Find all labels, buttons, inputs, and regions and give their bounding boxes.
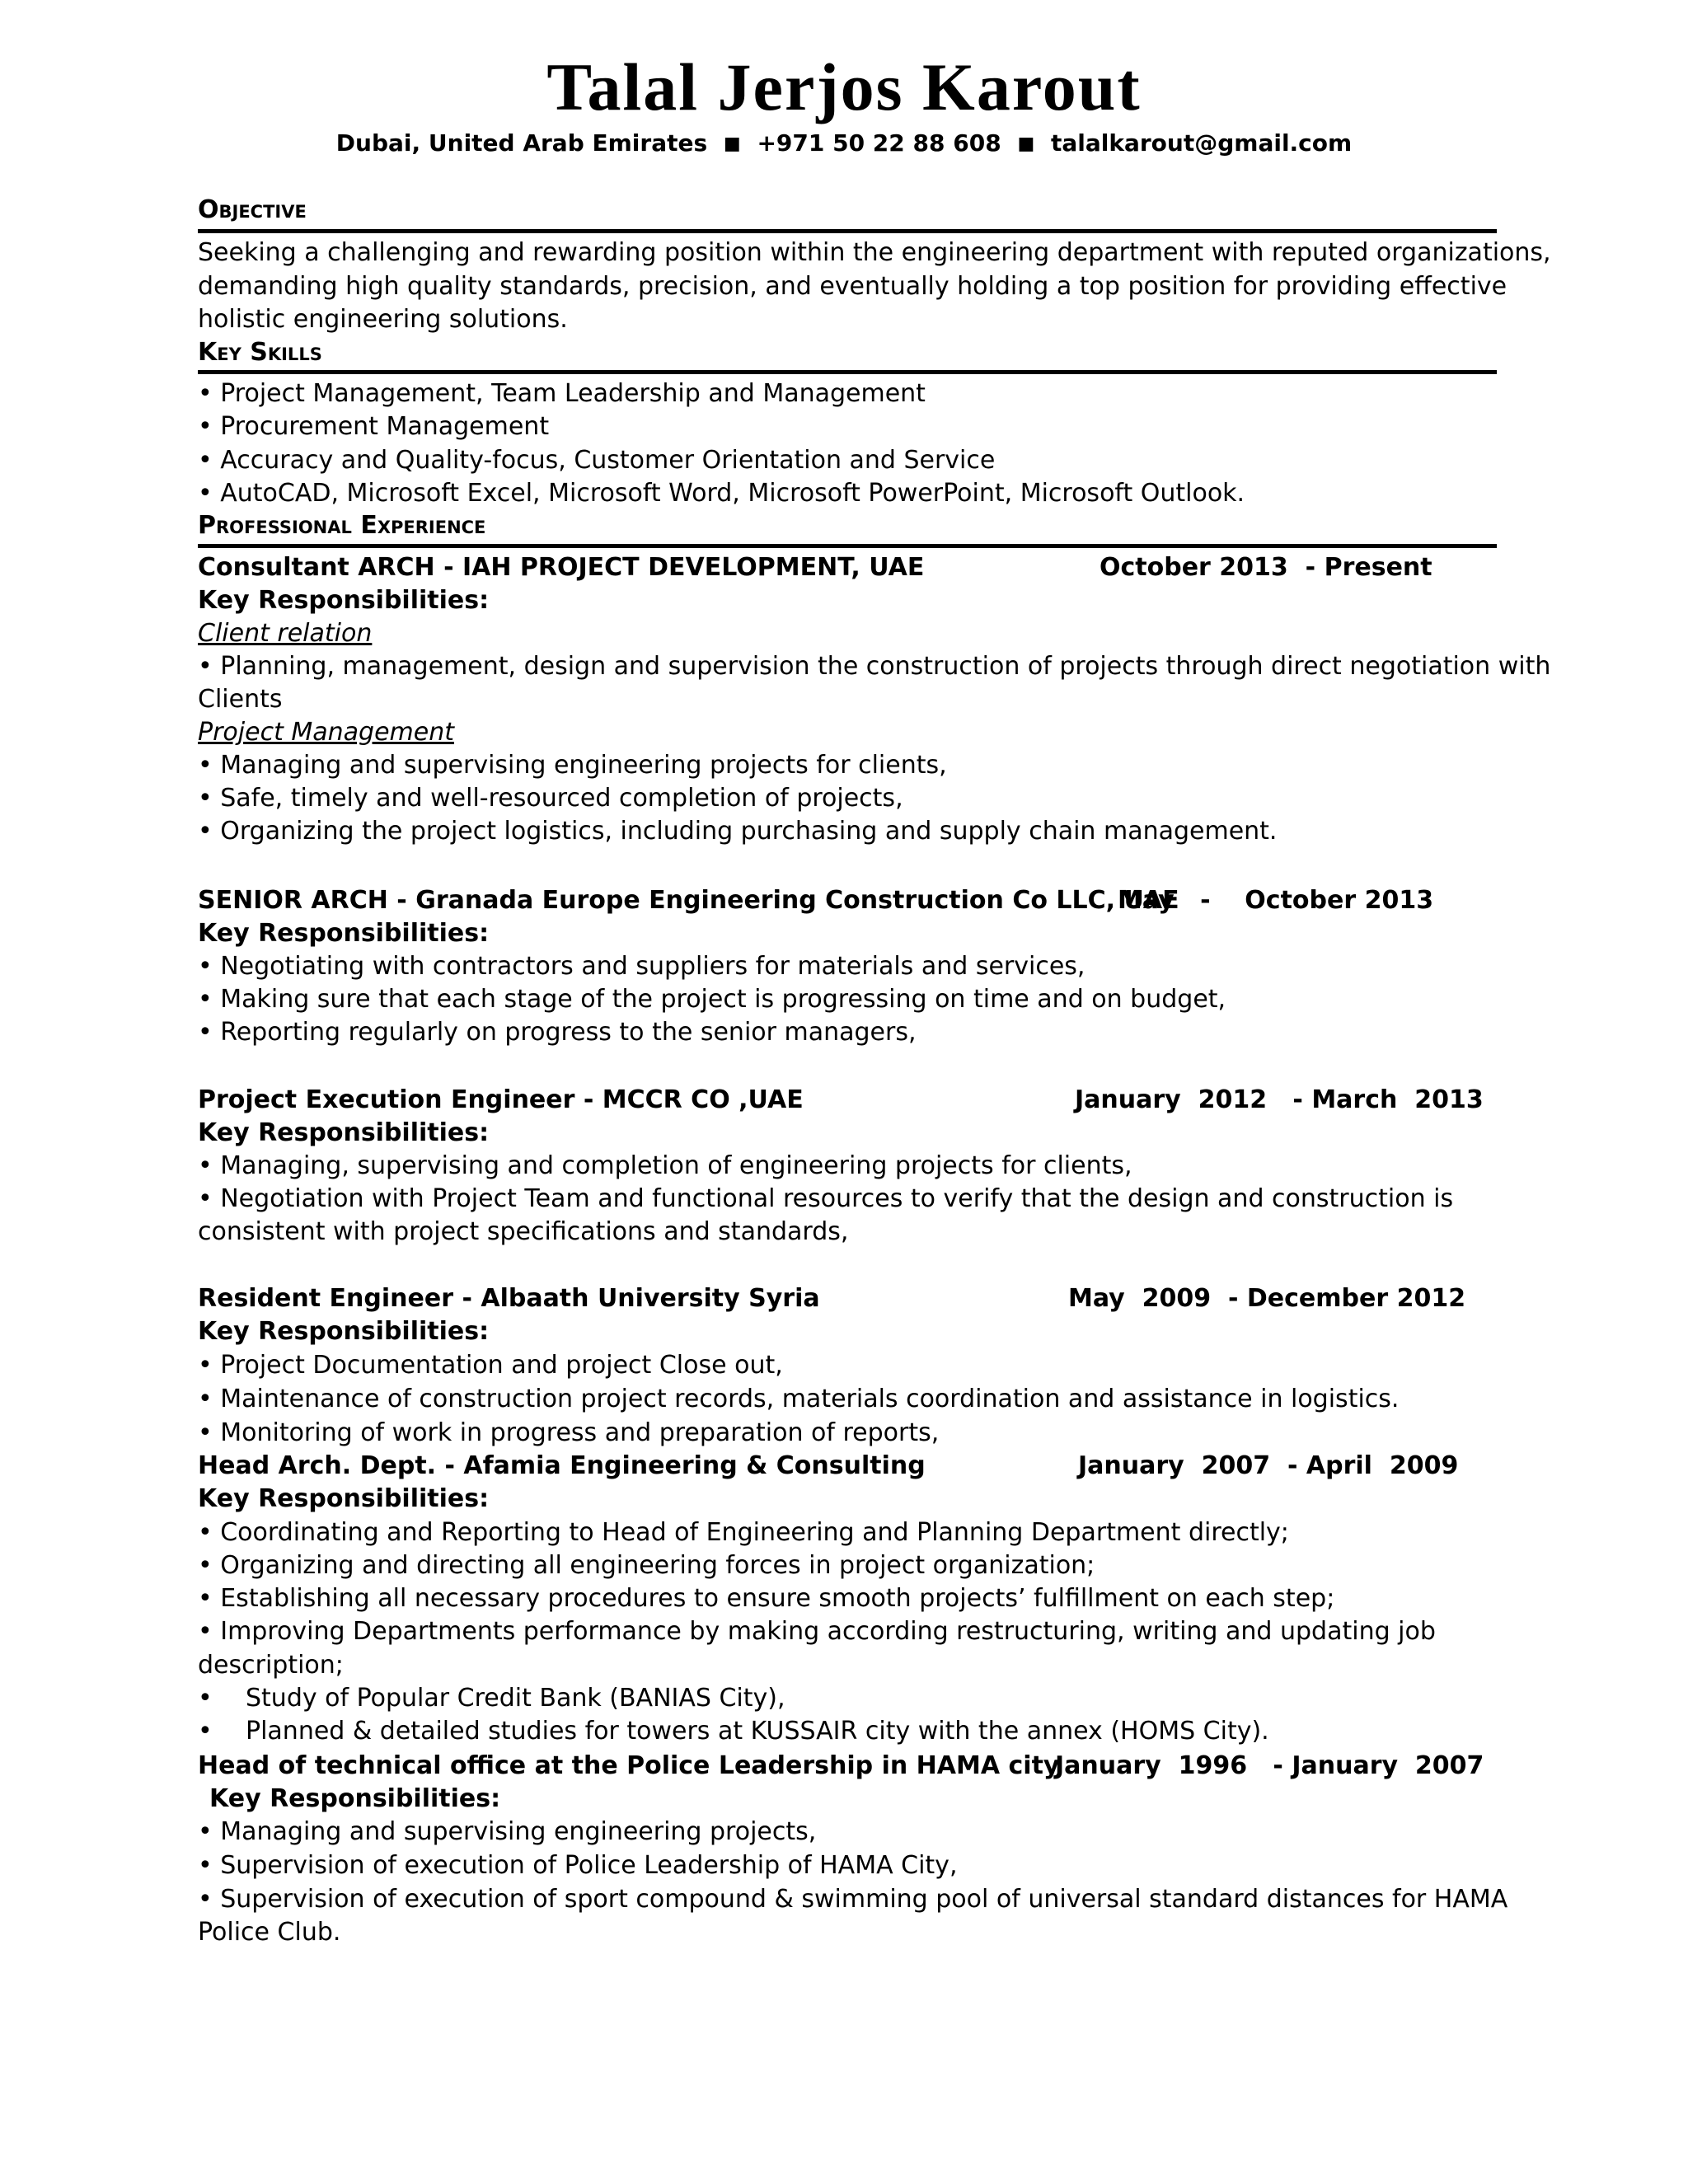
skill-item: • Project Management, Team Leadership and Management (198, 379, 926, 408)
responsibilities-label: Key Responsibilities: (198, 1317, 490, 1346)
bullet-icon: • (198, 1717, 213, 1746)
job-duty: Police Club. (198, 1918, 341, 1947)
objective-line: demanding high quality standards, precision, and eventually holding a top position for providing effective (198, 272, 1507, 301)
section-divider (198, 370, 1497, 374)
job-title: Head of technical office at the Police Leadership in HAMA city (198, 1751, 1060, 1780)
subheading-project-management: Project Management (198, 718, 454, 747)
job-duty: • Managing and supervising engineering projects, (198, 1817, 817, 1846)
job-dates: May - October 2013 (1118, 886, 1434, 915)
skill-item: • AutoCAD, Microsoft Excel, Microsoft Word, Microsoft PowerPoint, Microsoft Outlook. (198, 479, 1245, 508)
job-duty: • Negotiation with Project Team and functional resources to verify that the design and construction is (198, 1184, 1454, 1213)
bullet-icon: • (198, 1684, 213, 1713)
phone: +971 50 22 88 608 (757, 129, 1001, 157)
subheading-client-relation: Client relation (198, 619, 373, 648)
job-duty: • Coordinating and Reporting to Head of Engineering and Planning Department directly; (198, 1518, 1289, 1547)
contact-line (0, 129, 1688, 161)
responsibilities-label: Key Responsibilities: (198, 1484, 490, 1513)
job-title: Resident Engineer - Albaath University Syria (198, 1284, 820, 1313)
job-dates: January 1996 - January 2007 (1055, 1751, 1484, 1780)
job-title: Consultant ARCH - IAH PROJECT DEVELOPMENT, UAE (198, 553, 925, 582)
location: Dubai, United Arab Emirates (335, 129, 708, 157)
responsibilities-label: Key Responsibilities: (198, 1118, 490, 1147)
job-title: SENIOR ARCH - Granada Europe Engineering Construction Co LLC, UAE (198, 886, 1179, 915)
section-divider (198, 229, 1497, 233)
job-duty: • Managing, supervising and completion of engineering projects for clients, (198, 1151, 1132, 1180)
job-duty: • Negotiating with contractors and suppliers for materials and services, (198, 952, 1085, 981)
job-duty: • Reporting regularly on progress to the senior managers, (198, 1018, 917, 1047)
job-title: Head Arch. Dept. - Afamia Engineering & Consulting (198, 1451, 926, 1480)
objective-heading: Objective (198, 195, 307, 224)
project-bullet: • Study of Popular Credit Bank (BANIAS City), (198, 1682, 785, 1715)
job-duty: Clients (198, 685, 283, 714)
responsibilities-label: Key Responsibilities: (198, 919, 490, 948)
job-duty: • Organizing and directing all engineering forces in project organization; (198, 1551, 1095, 1580)
separator-square-icon: ■ (1017, 134, 1035, 154)
job-duty: • Safe, timely and well-resourced completion of projects, (198, 784, 903, 813)
job-dates: January 2012 - March 2013 (1075, 1085, 1484, 1114)
skill-item: • Procurement Management (198, 412, 550, 441)
section-divider (198, 544, 1497, 548)
job-duty: • Making sure that each stage of the project is progressing on time and on budget, (198, 985, 1226, 1014)
job-duty: • Maintenance of construction project records, materials coordination and assistance in logistics. (198, 1385, 1400, 1413)
job-duty: • Monitoring of work in progress and preparation of reports, (198, 1418, 940, 1447)
job-dates: January 2007 - April 2009 (1078, 1451, 1459, 1480)
job-duty: description; (198, 1651, 344, 1680)
skill-item: • Accuracy and Quality-focus, Customer Orientation and Service (198, 446, 996, 475)
job-dates: May 2009 - December 2012 (1068, 1284, 1466, 1313)
job-duty: • Planning, management, design and supervision the construction of projects through direct negotiation with (198, 652, 1551, 681)
job-duty: • Organizing the project logistics, including purchasing and supply chain management. (198, 817, 1278, 846)
job-duty: • Managing and supervising engineering projects for clients, (198, 751, 947, 780)
project-bullet: • Planned & detailed studies for towers at KUSSAIR city with the annex (HOMS City). (198, 1715, 1269, 1748)
separator-square-icon: ■ (723, 134, 741, 154)
job-duty: • Supervision of execution of sport compound & swimming pool of universal standard distances for HAMA (198, 1885, 1508, 1914)
experience-heading: Professional Experience (198, 511, 486, 540)
job-dates: October 2013 - Present (1100, 553, 1432, 582)
job-duty: • Project Documentation and project Close out, (198, 1351, 783, 1380)
objective-line: holistic engineering solutions. (198, 305, 568, 334)
job-duty: • Supervision of execution of Police Leadership of HAMA City, (198, 1851, 958, 1880)
responsibilities-label: Key Responsibilities: (209, 1784, 501, 1813)
job-title: Project Execution Engineer - MCCR CO ,UAE (198, 1085, 804, 1114)
job-duty: • Improving Departments performance by making according restructuring, writing and updating job (198, 1617, 1436, 1646)
skills-heading: Key Skills (198, 338, 322, 367)
job-duty: consistent with project specifications and standards, (198, 1217, 849, 1246)
email: talalkarout@gmail.com (1050, 129, 1353, 157)
job-duty: • Establishing all necessary procedures to ensure smooth projects’ fulfillment on each step; (198, 1584, 1335, 1613)
objective-line: Seeking a challenging and rewarding position within the engineering department with reputed organizations, (198, 238, 1551, 267)
responsibilities-label: Key Responsibilities: (198, 586, 490, 615)
candidate-name: Talal Jerjos Karout (546, 49, 1142, 124)
